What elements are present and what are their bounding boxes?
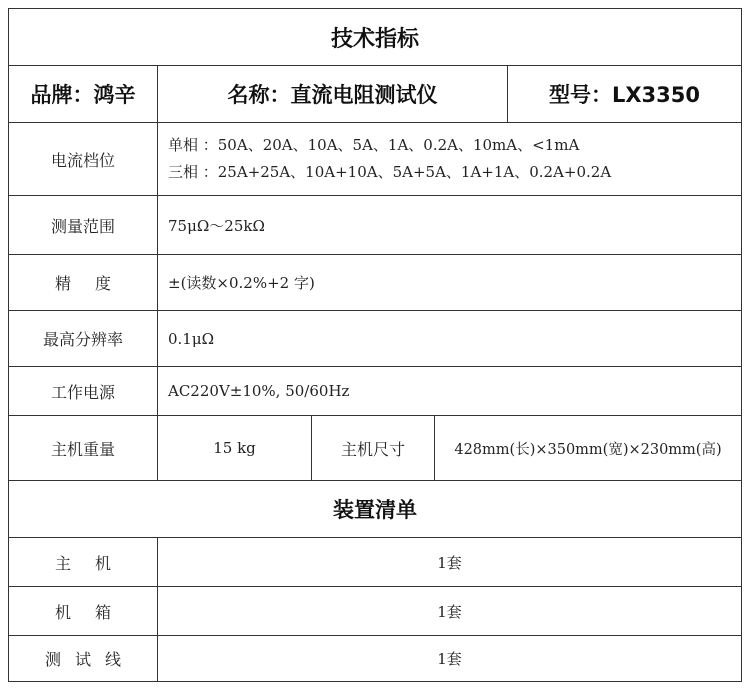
power-supply-label: 工作电源 — [8, 366, 158, 416]
size-label: 主机尺寸 — [311, 415, 435, 481]
single-phase-line: 单相 ：50A、20A、10A、5A、1A、0.2A、10mA、<1mA — [168, 136, 580, 154]
product-name-cell: 名称：直流电阻测试仪 — [157, 65, 508, 123]
current-range-label: 电流档位 — [8, 122, 158, 196]
weight-label: 主机重量 — [8, 415, 158, 481]
resolution-value: 0.1μΩ — [157, 310, 742, 367]
packing-item-label-text: 主机 — [54, 553, 135, 573]
power-supply-value: AC220V±10%, 50/60Hz — [157, 366, 742, 416]
packing-item-qty: 1套 — [157, 635, 742, 682]
measuring-range-label: 测量范围 — [8, 195, 158, 255]
weight-value: 15 kg — [157, 415, 312, 481]
three-phase-line: 三相 ：25A+25A、10A+10A、5A+5A、1A+1A、0.2A+0.2A — [168, 163, 612, 181]
packing-item-qty: 1套 — [157, 586, 742, 636]
packing-item-label — [8, 586, 158, 636]
packing-item-label — [8, 537, 158, 587]
accuracy-label-text: 精度 — [54, 274, 135, 293]
packing-item-label — [8, 635, 158, 682]
current-range-value — [157, 122, 742, 196]
accuracy-label — [8, 254, 158, 311]
packing-item-qty: 1套 — [157, 537, 742, 587]
accuracy-value: ±(读数×0.2%+2 字) — [157, 254, 742, 311]
model-cell: 型号：LX3350 — [507, 65, 742, 123]
packing-item-label-text: 机箱 — [54, 602, 135, 622]
measuring-range-value: 75μΩ～25kΩ — [157, 195, 742, 255]
brand-cell: 品牌：鸿辛 — [8, 65, 158, 123]
packing-list-title: 装置清单 — [8, 480, 742, 538]
resolution-label: 最高分辨率 — [8, 310, 158, 367]
size-value: 428mm(长)×350mm(宽)×230mm(高) — [434, 415, 742, 481]
spec-table-title: 技术指标 — [8, 8, 742, 66]
packing-item-label-text: 测试线 — [44, 650, 135, 669]
